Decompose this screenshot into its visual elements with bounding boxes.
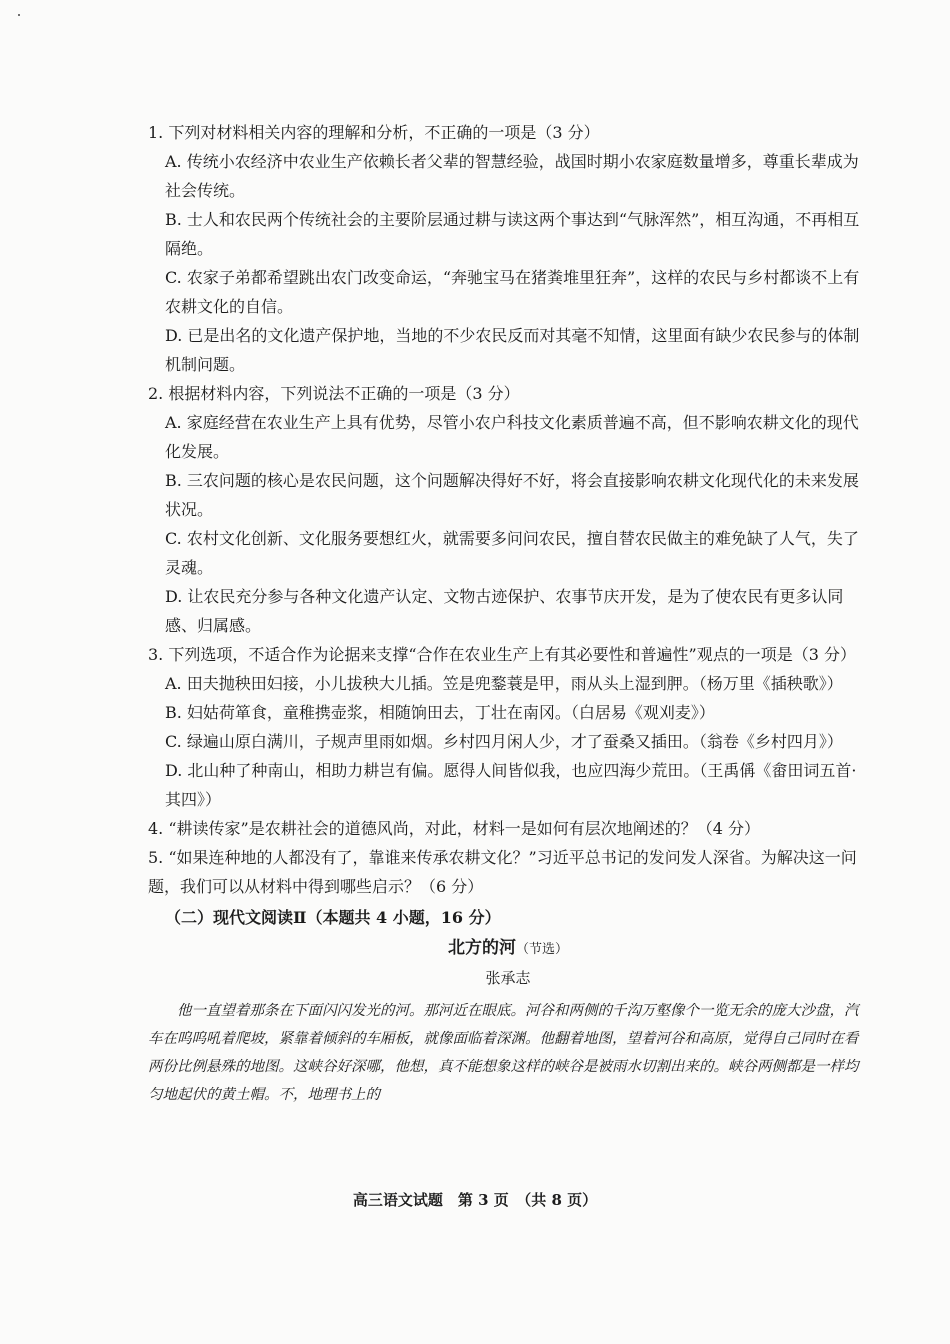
page-footer: 高三语文试题 第 3 页 （共 8 页） xyxy=(352,1191,598,1209)
option-b: B. 妇姑荷箪食，童稚携壶浆，相随饷田去，丁壮在南冈。（白居易《观刈麦》） xyxy=(165,703,715,722)
question-stem: 4. “耕读传家”是农耕社会的道德风尚，对此，材料一是如何有层次地阐述的？（4 分） xyxy=(148,819,760,838)
article-title-text: 北方的河 xyxy=(447,938,516,958)
question-4 xyxy=(148,814,868,843)
option-c: C. 绿遍山原白满川，子规声里雨如烟。乡村四月闲人少，才了蚕桑又插田。（翁卷《乡村四月》） xyxy=(165,732,843,751)
option-b: B. 三农问题的核心是农民问题，这个问题解决得好不好，将会直接影响农耕文化现代化的未来发展状况。 xyxy=(165,471,859,519)
question-3 xyxy=(148,640,868,814)
article-title-note: （节选） xyxy=(515,942,568,957)
scan-speck xyxy=(18,14,20,16)
article-body: 他一直望着那条在下面闪闪发光的河。那河近在眼底。河谷和两侧的千沟万壑像个一览无余的庞大沙盘，汽车在呜呜吼着爬坡，紧靠着倾斜的车厢板，就像面临着深渊。他翻着地图，望着河谷和高原，觉得自己同时在看两份比例悬殊的地图。这峡谷好深哪，他想，真不能想象这样的峡谷是被雨水切割出来的。峡谷两侧都是一样均匀地起伏的黄土帽。不，地理书上的 xyxy=(148,1003,859,1103)
option-c: C. 农村文化创新、文化服务要想红火，就需要多问问农民，擅自替农民做主的难免缺了人气，失了灵魂。 xyxy=(165,529,859,577)
article-author: 张承志 xyxy=(485,969,531,987)
section-title: （二）现代文阅读Ⅱ（本题共 4 小题，16 分） xyxy=(165,908,501,927)
option-a: A. 田夫抛秧田妇接，小儿拔秧大儿插。笠是兜鍪蓑是甲，雨从头上湿到胛。（杨万里《插秧歌》） xyxy=(165,674,843,693)
question-1 xyxy=(148,118,868,379)
option-a: A. 家庭经营在农业生产上具有优势，尽管小农户科技文化素质普遍不高，但不影响农耕文化的现代化发展。 xyxy=(165,413,859,461)
option-d: D. 让农民充分参与各种文化遗产认定、文物古迹保护、农事节庆开发，是为了使农民有更多认同感、归属感。 xyxy=(165,587,844,635)
question-stem: 5. “如果连种地的人都没有了，靠谁来传承农耕文化？”习近平总书记的发问发人深省。为解决这一问题，我们可以从材料中得到哪些启示？（6 分） xyxy=(148,848,857,896)
question-5 xyxy=(148,843,868,901)
question-stem: 2. 根据材料内容，下列说法不正确的一项是（3 分） xyxy=(148,384,520,403)
option-b: B. 士人和农民两个传统社会的主要阶层通过耕与读这两个事达到“气脉浑然”，相互沟通，不再相互隔绝。 xyxy=(165,210,860,258)
page-content xyxy=(148,118,868,1109)
article-title xyxy=(148,934,868,964)
question-2 xyxy=(148,379,868,640)
option-c: C. 农家子弟都希望跳出农门改变命运，“奔驰宝马在猪粪堆里狂奔”，这样的农民与乡村都谈不上有农耕文化的自信。 xyxy=(165,268,860,316)
option-a: A. 传统小农经济中农业生产依赖长者父辈的智慧经验，战国时期小农家庭数量增多，尊重长辈成为社会传统。 xyxy=(165,152,859,200)
question-stem: 1. 下列对材料相关内容的理解和分析，不正确的一项是（3 分） xyxy=(148,123,600,142)
question-stem: 3. 下列选项，不适合作为论据来支撑“合作在农业生产上有其必要性和普遍性”观点的一项是（3 分） xyxy=(148,645,856,664)
option-d: D. 已是出名的文化遗产保护地，当地的不少农民反而对其毫不知情，这里面有缺少农民参与的体制机制问题。 xyxy=(165,326,860,374)
option-d: D. 北山种了种南山，相助力耕岂有偏。愿得人间皆似我，也应四海少荒田。（王禹偁《畲田词五首·其四》） xyxy=(165,761,857,809)
